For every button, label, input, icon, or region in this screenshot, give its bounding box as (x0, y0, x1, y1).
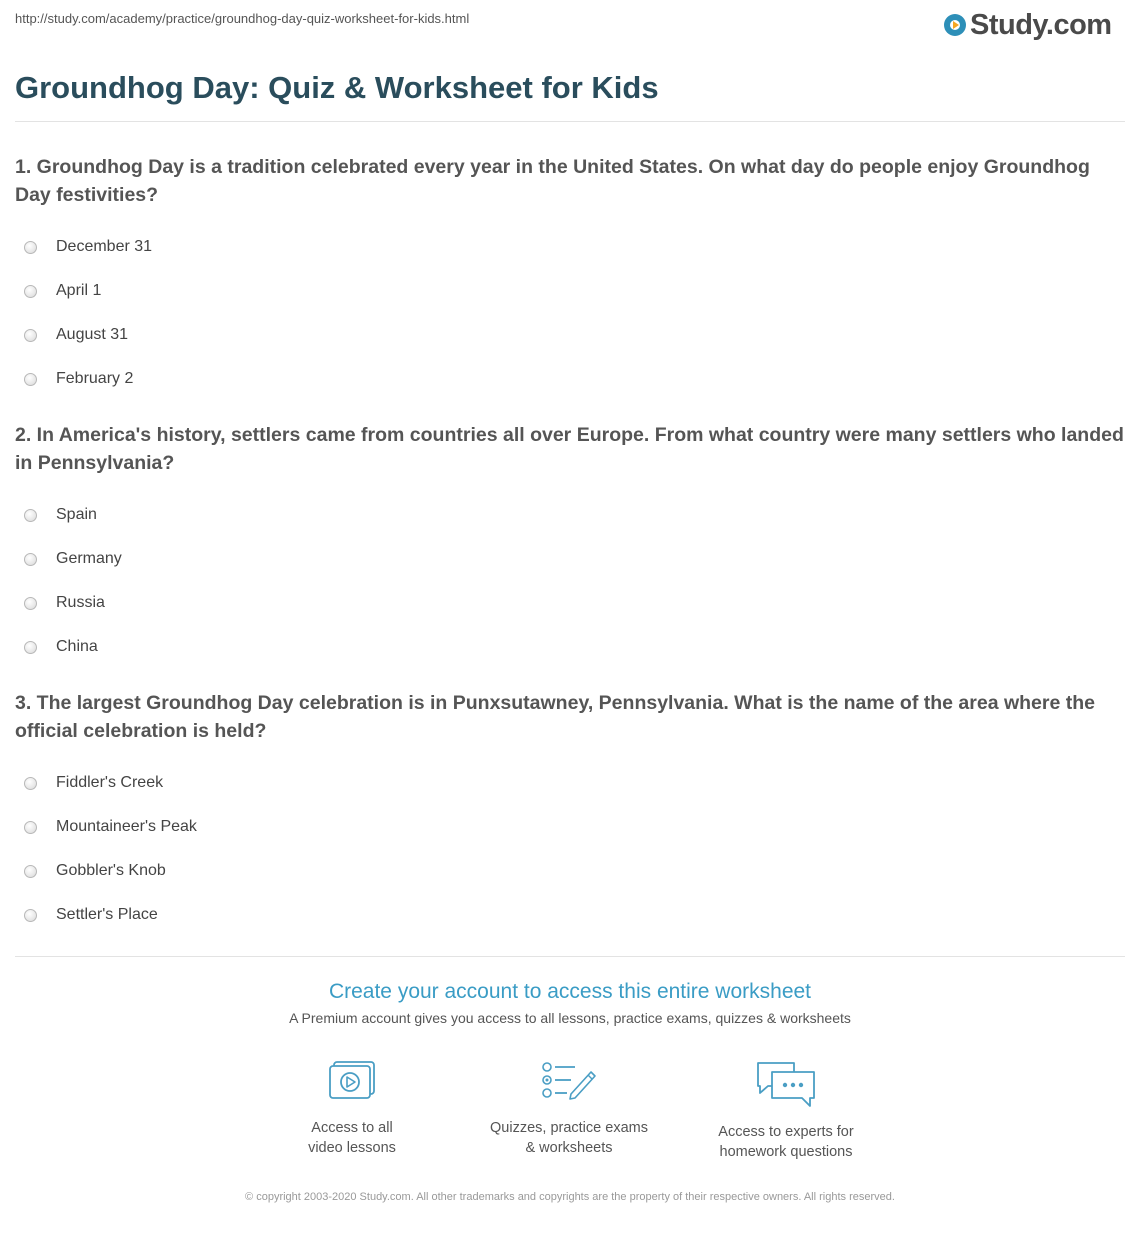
radio-button[interactable] (24, 509, 37, 522)
radio-button[interactable] (24, 553, 37, 566)
radio-button[interactable] (24, 285, 37, 298)
answer-label: Gobbler's Knob (56, 862, 166, 879)
answer-option[interactable] (15, 625, 1125, 669)
radio-button[interactable] (24, 241, 37, 254)
answer-label: Mountaineer's Peak (56, 818, 197, 835)
answer-label: April 1 (56, 282, 102, 299)
answer-option[interactable] (15, 581, 1125, 625)
answer-label: Russia (56, 594, 105, 611)
feature-label: Access to all video lessons (308, 1120, 396, 1156)
chat-experts-icon (754, 1060, 818, 1110)
radio-button[interactable] (24, 641, 37, 654)
answer-options (15, 493, 1125, 669)
study-logo[interactable] (944, 8, 1112, 42)
answer-label: Spain (56, 506, 97, 523)
answer-label: December 31 (56, 238, 153, 255)
answer-option[interactable] (15, 537, 1125, 581)
feature-quizzes (469, 1060, 669, 1158)
play-logo-icon (944, 14, 966, 36)
feature-label: Quizzes, practice exams & worksheets (490, 1120, 648, 1156)
title-divider (15, 121, 1125, 122)
answer-option[interactable] (15, 225, 1125, 269)
answer-label: Germany (56, 550, 122, 567)
answer-label: Fiddler's Creek (56, 774, 164, 791)
answer-option[interactable] (15, 493, 1125, 537)
answer-label: February 2 (56, 370, 134, 387)
logo-text: Study.com (970, 8, 1112, 41)
feature-video-lessons (252, 1060, 452, 1158)
answer-option[interactable] (15, 269, 1125, 313)
radio-button[interactable] (24, 329, 37, 342)
answer-option[interactable] (15, 761, 1125, 805)
answer-label: Settler's Place (56, 906, 158, 923)
answer-options (15, 225, 1125, 401)
feature-label: Access to experts for homework questions (718, 1124, 854, 1160)
question-text: 2. In America's history, settlers came from countries all over Europe. From what country were many settlers who landed in Pennsylvania? (15, 424, 1124, 474)
page-title: Groundhog Day: Quiz & Worksheet for Kids (15, 70, 659, 105)
question-text: 3. The largest Groundhog Day celebration is in Punxsutawney, Pennsylvania. What is the name of the area where the official celebration is held? (15, 692, 1095, 742)
answer-option[interactable] (15, 805, 1125, 849)
question-text: 1. Groundhog Day is a tradition celebrated every year in the United States. On what day do people enjoy Groundhog Day festivities? (15, 156, 1090, 206)
answer-label: August 31 (56, 326, 129, 343)
answer-label: China (56, 638, 98, 655)
answer-option[interactable] (15, 849, 1125, 893)
radio-button[interactable] (24, 821, 37, 834)
quiz-checklist-icon (541, 1060, 597, 1106)
copyright-footer: © copyright 2003-2020 Study.com. All other trademarks and copyrights are the property of their respective owners. All rights reserved. (245, 1191, 895, 1203)
radio-button[interactable] (24, 865, 37, 878)
radio-button[interactable] (24, 597, 37, 610)
feature-experts (686, 1060, 886, 1162)
answer-option[interactable] (15, 313, 1125, 357)
radio-button[interactable] (24, 777, 37, 790)
cta-title-link[interactable]: Create your account to access this entire worksheet (328, 980, 812, 1003)
answer-option[interactable] (15, 357, 1125, 401)
answer-option[interactable] (15, 893, 1125, 937)
cta-subtitle: A Premium account gives you access to all lessons, practice exams, quizzes & worksheets (289, 1010, 851, 1026)
video-lessons-icon (326, 1060, 378, 1106)
signup-cta (0, 980, 1140, 1026)
question-1 (15, 153, 1125, 401)
radio-button[interactable] (24, 373, 37, 386)
cta-divider (15, 956, 1125, 957)
question-2 (15, 421, 1125, 669)
question-3 (15, 689, 1125, 937)
radio-button[interactable] (24, 909, 37, 922)
page-url: http://study.com/academy/practice/groundhog-day-quiz-worksheet-for-kids.html (15, 11, 470, 26)
answer-options (15, 761, 1125, 937)
